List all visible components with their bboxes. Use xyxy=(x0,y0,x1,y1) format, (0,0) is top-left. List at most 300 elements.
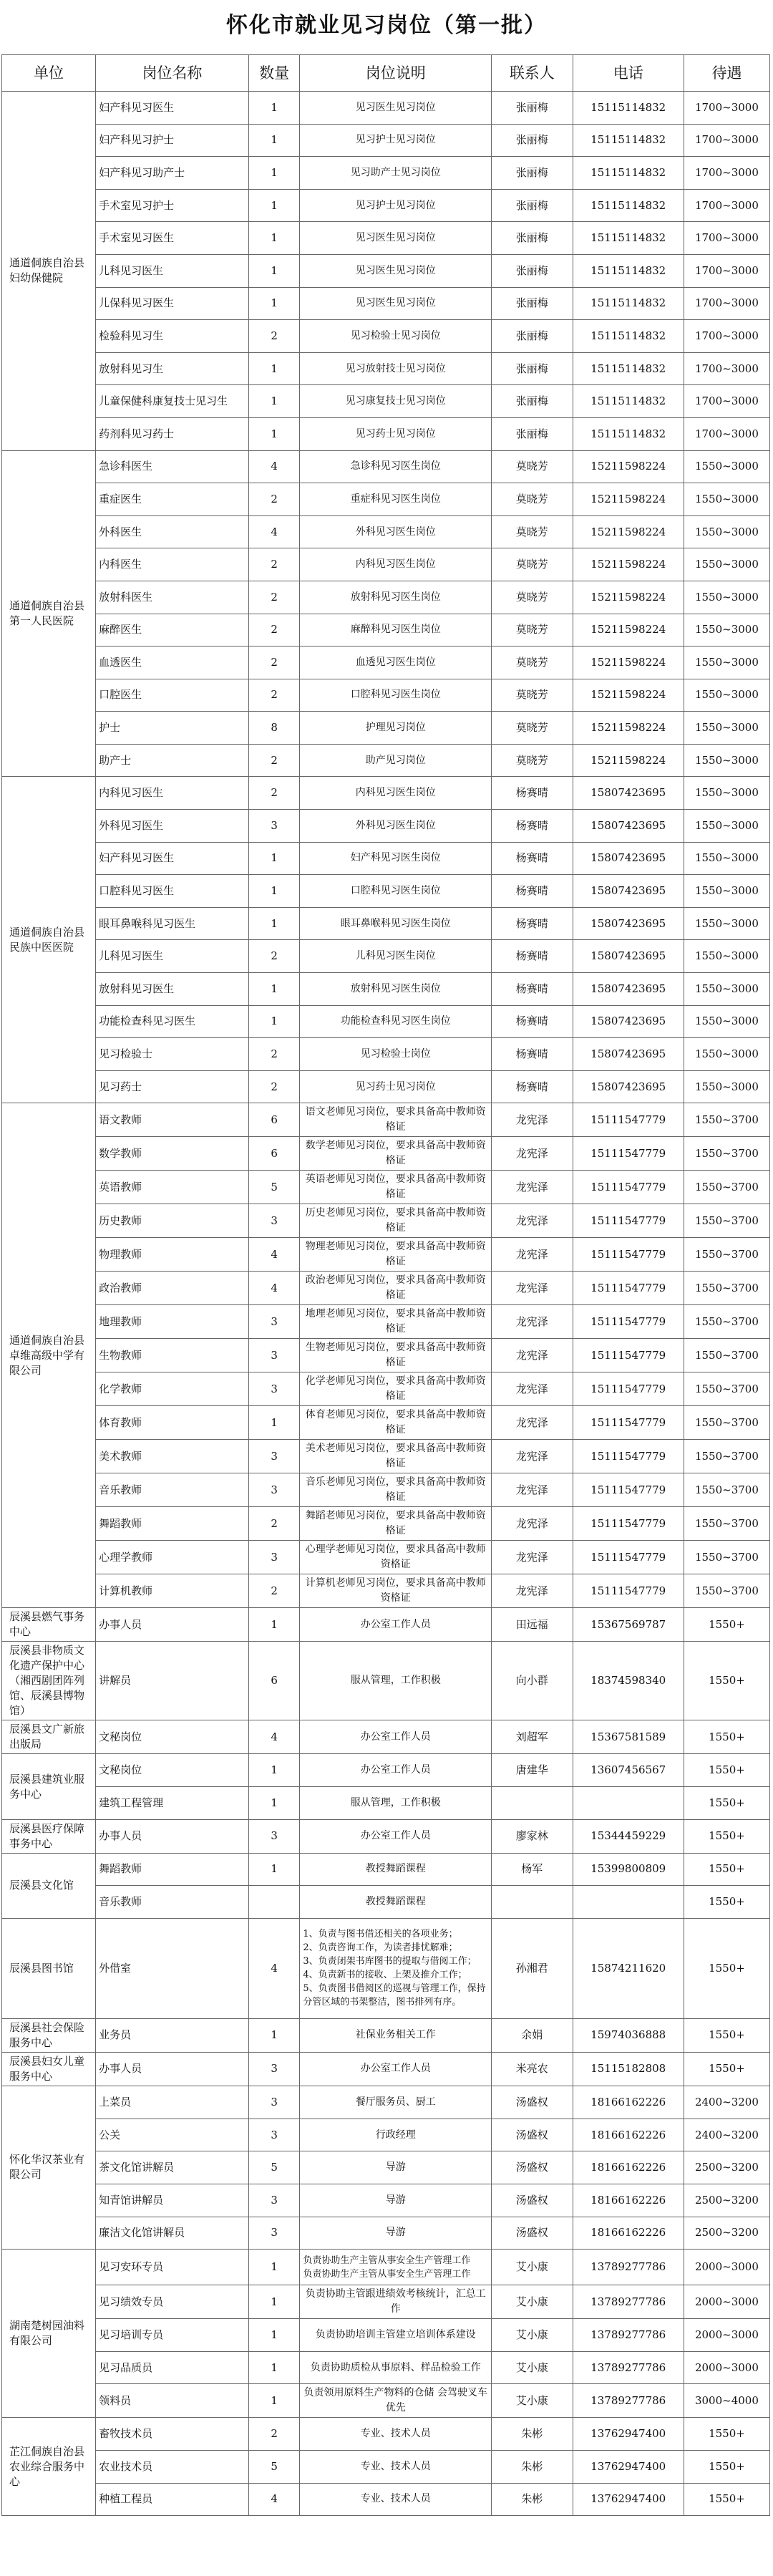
pay-cell: 1550+ xyxy=(684,2418,769,2451)
post-name-cell: 上菜员 xyxy=(96,2086,249,2119)
header-pay: 待遇 xyxy=(684,55,769,92)
table-row xyxy=(2,2086,770,2119)
post-description-cell: 办公室工作人员 xyxy=(300,1608,492,1642)
pay-cell: 1550~3000 xyxy=(684,450,769,483)
quantity-cell: 1 xyxy=(248,842,300,875)
pay-cell: 1550~3700 xyxy=(684,1473,769,1507)
unit-name-cell: 通道侗族自治县妇幼保健院 xyxy=(2,92,96,451)
post-description-cell: 麻醉科见习医生岗位 xyxy=(300,614,492,647)
post-description-cell: 计算机老师见习岗位，要求具备高中教师资格证 xyxy=(300,1574,492,1608)
pay-cell: 1550~3700 xyxy=(684,1305,769,1339)
post-name-cell: 美术教师 xyxy=(96,1440,249,1473)
post-name-cell: 儿保科见习医生 xyxy=(96,287,249,320)
pay-cell: 1550+ xyxy=(684,1754,769,1787)
quantity-cell: 2 xyxy=(248,1038,300,1071)
pay-cell: 2400~3200 xyxy=(684,2119,769,2151)
contact-cell: 龙宪泽 xyxy=(492,1339,573,1372)
quantity-cell: 1 xyxy=(248,1787,300,1820)
phone-cell: 18374598340 xyxy=(573,1642,684,1720)
quantity-cell: 3 xyxy=(248,1473,300,1507)
pay-cell: 1550~3000 xyxy=(684,614,769,647)
contact-cell: 杨赛晴 xyxy=(492,907,573,940)
table-body xyxy=(2,92,770,2516)
post-description-cell: 语文老师见习岗位，要求具备高中教师资格证 xyxy=(300,1103,492,1137)
quantity-cell: 2 xyxy=(248,483,300,516)
pay-cell: 1550~3000 xyxy=(684,1038,769,1071)
quantity-cell: 1 xyxy=(248,287,300,320)
phone-cell xyxy=(573,1886,684,1919)
quantity-cell: 2 xyxy=(248,1574,300,1608)
post-name-cell: 语文教师 xyxy=(96,1103,249,1137)
post-name-cell: 政治教师 xyxy=(96,1272,249,1305)
post-description-cell: 社保业务相关工作 xyxy=(300,2018,492,2052)
phone-cell: 15807423695 xyxy=(573,1070,684,1103)
phone-cell: 15111547779 xyxy=(573,1171,684,1204)
post-description-cell: 历史老师见习岗位，要求具备高中教师资格证 xyxy=(300,1204,492,1238)
table-row xyxy=(2,1137,770,1171)
table-row xyxy=(2,1339,770,1372)
post-name-cell: 护士 xyxy=(96,712,249,745)
table-row xyxy=(2,2351,770,2384)
pay-cell: 1700~3000 xyxy=(684,92,769,125)
post-name-cell: 种植工程员 xyxy=(96,2483,249,2516)
quantity-cell: 6 xyxy=(248,1642,300,1720)
post-description-cell: 物理老师见习岗位，要求具备高中教师资格证 xyxy=(300,1238,492,1272)
contact-cell xyxy=(492,1886,573,1919)
phone-cell: 15974036888 xyxy=(573,2018,684,2052)
table-row xyxy=(2,1473,770,1507)
post-name-cell: 办事人员 xyxy=(96,1819,249,1853)
post-name-cell: 体育教师 xyxy=(96,1406,249,1440)
contact-cell: 唐建华 xyxy=(492,1754,573,1787)
post-name-cell: 口腔科见习医生 xyxy=(96,875,249,908)
pay-cell: 1550+ xyxy=(684,1819,769,1853)
unit-name-cell: 通道侗族自治县第一人民医院 xyxy=(2,450,96,777)
phone-cell: 15367581589 xyxy=(573,1720,684,1754)
phone-cell: 15111547779 xyxy=(573,1541,684,1574)
phone-cell: 15807423695 xyxy=(573,1005,684,1038)
contact-cell: 龙宪泽 xyxy=(492,1574,573,1608)
post-description-cell: 放射科见习医生岗位 xyxy=(300,973,492,1006)
table-row xyxy=(2,2119,770,2151)
table-row xyxy=(2,157,770,190)
pay-cell: 1550~3000 xyxy=(684,647,769,679)
phone-cell: 15111547779 xyxy=(573,1204,684,1238)
contact-cell: 莫晓芳 xyxy=(492,744,573,777)
pay-cell: 1550~3000 xyxy=(684,744,769,777)
post-name-cell: 检验科见习生 xyxy=(96,320,249,353)
pay-cell: 1550~3000 xyxy=(684,1005,769,1038)
phone-cell: 15111547779 xyxy=(573,1339,684,1372)
table-row xyxy=(2,2151,770,2184)
contact-cell: 龙宪泽 xyxy=(492,1137,573,1171)
table-row xyxy=(2,2184,770,2217)
unit-name-cell: 辰溪县社会保险服务中心 xyxy=(2,2018,96,2052)
quantity-cell: 4 xyxy=(248,1720,300,1754)
phone-cell: 15115114832 xyxy=(573,385,684,418)
table-row xyxy=(2,875,770,908)
post-description-cell: 见习医生见习岗位 xyxy=(300,254,492,287)
table-row xyxy=(2,515,770,548)
quantity-cell: 1 xyxy=(248,875,300,908)
post-name-cell: 妇产科见习医生 xyxy=(96,842,249,875)
contact-cell: 张丽梅 xyxy=(492,352,573,385)
phone-cell: 15807423695 xyxy=(573,940,684,973)
contact-cell: 杨赛晴 xyxy=(492,777,573,810)
phone-cell: 15111547779 xyxy=(573,1574,684,1608)
table-row xyxy=(2,1819,770,1853)
contact-cell: 米亮农 xyxy=(492,2052,573,2086)
table-row xyxy=(2,189,770,222)
post-name-cell: 业务员 xyxy=(96,2018,249,2052)
post-name-cell: 廉洁文化馆讲解员 xyxy=(96,2217,249,2250)
contact-cell: 杨赛晴 xyxy=(492,875,573,908)
table-row xyxy=(2,907,770,940)
table-row xyxy=(2,1574,770,1608)
pay-cell: 1700~3000 xyxy=(684,352,769,385)
pay-cell: 2400~3200 xyxy=(684,2086,769,2119)
phone-cell: 15367569787 xyxy=(573,1608,684,1642)
post-description-cell: 心理学老师见习岗位，要求具备高中教师资格证 xyxy=(300,1541,492,1574)
unit-name-cell: 通道侗族自治县民族中医医院 xyxy=(2,777,96,1103)
table-row xyxy=(2,2250,770,2285)
post-name-cell: 音乐教师 xyxy=(96,1473,249,1507)
table-row xyxy=(2,548,770,581)
pay-cell: 1550~3700 xyxy=(684,1541,769,1574)
table-row xyxy=(2,810,770,843)
post-description-cell: 见习康复技士见习岗位 xyxy=(300,385,492,418)
post-name-cell: 放射科见习医生 xyxy=(96,973,249,1006)
post-name-cell: 外借室 xyxy=(96,1918,249,2018)
quantity-cell: 4 xyxy=(248,1238,300,1272)
unit-name-cell: 辰溪县图书馆 xyxy=(2,1918,96,2018)
contact-cell: 汤盛权 xyxy=(492,2217,573,2250)
contact-cell: 杨赛晴 xyxy=(492,810,573,843)
contact-cell: 杨赛晴 xyxy=(492,973,573,1006)
phone-cell: 15111547779 xyxy=(573,1406,684,1440)
post-name-cell: 眼耳鼻喉科见习医生 xyxy=(96,907,249,940)
table-row xyxy=(2,2384,770,2418)
post-name-cell: 儿童保健科康复技士见习生 xyxy=(96,385,249,418)
phone-cell: 13789277786 xyxy=(573,2285,684,2319)
pay-cell: 1550+ xyxy=(684,1608,769,1642)
phone-cell: 15211598224 xyxy=(573,515,684,548)
pay-cell: 2500~3200 xyxy=(684,2184,769,2217)
post-name-cell: 助产士 xyxy=(96,744,249,777)
table-row xyxy=(2,744,770,777)
contact-cell: 朱彬 xyxy=(492,2483,573,2516)
table-row xyxy=(2,2217,770,2250)
table-row xyxy=(2,1608,770,1642)
quantity-cell: 2 xyxy=(248,320,300,353)
post-description-cell: 美术老师见习岗位，要求具备高中教师资格证 xyxy=(300,1440,492,1473)
post-description-cell: 地理老师见习岗位，要求具备高中教师资格证 xyxy=(300,1305,492,1339)
pay-cell: 1550+ xyxy=(684,1853,769,1886)
post-name-cell: 生物教师 xyxy=(96,1339,249,1372)
post-name-cell: 公关 xyxy=(96,2119,249,2151)
table-row xyxy=(2,1720,770,1754)
post-name-cell: 历史教师 xyxy=(96,1204,249,1238)
post-description-cell: 见习放射技士见习岗位 xyxy=(300,352,492,385)
table-row xyxy=(2,1406,770,1440)
post-description-cell: 见习医生见习岗位 xyxy=(300,222,492,255)
contact-cell: 杨赛晴 xyxy=(492,842,573,875)
post-description-cell: 英语老师见习岗位，要求具备高中教师资格证 xyxy=(300,1171,492,1204)
post-description-cell: 舞蹈老师见习岗位，要求具备高中教师资格证 xyxy=(300,1507,492,1541)
quantity-cell: 1 xyxy=(248,417,300,450)
quantity-cell: 2 xyxy=(248,940,300,973)
contact-cell: 莫晓芳 xyxy=(492,450,573,483)
phone-cell: 13762947400 xyxy=(573,2483,684,2516)
post-description-cell: 负责协助生产主管从事安全生产管理工作 负责协助生产主管从事安全生产管理工作 xyxy=(300,2250,492,2285)
table-row xyxy=(2,1372,770,1406)
quantity-cell: 1 xyxy=(248,973,300,1006)
post-description-cell: 服从管理，工作积极 xyxy=(300,1642,492,1720)
quantity-cell: 3 xyxy=(248,1819,300,1853)
post-name-cell: 妇产科见习医生 xyxy=(96,92,249,125)
post-name-cell: 口腔医生 xyxy=(96,679,249,712)
quantity-cell: 1 xyxy=(248,92,300,125)
table-row xyxy=(2,1918,770,2018)
quantity-cell: 2 xyxy=(248,1070,300,1103)
contact-cell: 杨军 xyxy=(492,1853,573,1886)
post-name-cell: 放射科医生 xyxy=(96,581,249,614)
post-description-cell: 急诊科见习医生岗位 xyxy=(300,450,492,483)
table-row xyxy=(2,417,770,450)
post-description-cell: 生物老师见习岗位，要求具备高中教师资格证 xyxy=(300,1339,492,1372)
quantity-cell: 1 xyxy=(248,907,300,940)
phone-cell: 15807423695 xyxy=(573,777,684,810)
phone-cell: 15111547779 xyxy=(573,1103,684,1137)
post-description-cell: 功能检查科见习医生岗位 xyxy=(300,1005,492,1038)
table-row xyxy=(2,581,770,614)
post-name-cell: 手术室见习医生 xyxy=(96,222,249,255)
post-name-cell: 见习检验士 xyxy=(96,1038,249,1071)
pay-cell: 1550~3000 xyxy=(684,515,769,548)
post-name-cell: 物理教师 xyxy=(96,1238,249,1272)
contact-cell: 龙宪泽 xyxy=(492,1507,573,1541)
post-name-cell: 内科见习医生 xyxy=(96,777,249,810)
post-description-cell: 政治老师见习岗位，要求具备高中教师资格证 xyxy=(300,1272,492,1305)
pay-cell: 2000~3000 xyxy=(684,2351,769,2384)
header-contact: 联系人 xyxy=(492,55,573,92)
contact-cell xyxy=(492,1787,573,1820)
quantity-cell: 1 xyxy=(248,2250,300,2285)
table-row xyxy=(2,1541,770,1574)
phone-cell: 15115114832 xyxy=(573,157,684,190)
phone-cell: 15211598224 xyxy=(573,679,684,712)
phone-cell: 15115114832 xyxy=(573,92,684,125)
quantity-cell: 1 xyxy=(248,222,300,255)
contact-cell: 张丽梅 xyxy=(492,287,573,320)
pay-cell: 1550~3700 xyxy=(684,1272,769,1305)
phone-cell: 15111547779 xyxy=(573,1272,684,1305)
quantity-cell: 1 xyxy=(248,157,300,190)
pay-cell: 1550~3000 xyxy=(684,875,769,908)
phone-cell: 15115114832 xyxy=(573,417,684,450)
pay-cell: 3000~4000 xyxy=(684,2384,769,2418)
table-row xyxy=(2,940,770,973)
phone-cell: 15115114832 xyxy=(573,222,684,255)
table-row xyxy=(2,1103,770,1137)
phone-cell: 15211598224 xyxy=(573,581,684,614)
quantity-cell: 3 xyxy=(248,1440,300,1473)
quantity-cell: 2 xyxy=(248,614,300,647)
pay-cell: 1550~3700 xyxy=(684,1171,769,1204)
table-row xyxy=(2,2450,770,2483)
quantity-cell: 4 xyxy=(248,1272,300,1305)
contact-cell: 龙宪泽 xyxy=(492,1372,573,1406)
phone-cell: 15111547779 xyxy=(573,1137,684,1171)
contact-cell: 艾小康 xyxy=(492,2319,573,2352)
contact-cell: 张丽梅 xyxy=(492,222,573,255)
post-name-cell: 知青馆讲解员 xyxy=(96,2184,249,2217)
phone-cell: 15211598224 xyxy=(573,548,684,581)
contact-cell: 龙宪泽 xyxy=(492,1541,573,1574)
post-name-cell: 急诊科医生 xyxy=(96,450,249,483)
post-name-cell: 文秘岗位 xyxy=(96,1754,249,1787)
header-desc: 岗位说明 xyxy=(300,55,492,92)
phone-cell: 18166162226 xyxy=(573,2086,684,2119)
table-row xyxy=(2,777,770,810)
quantity-cell: 2 xyxy=(248,581,300,614)
post-name-cell: 见习安环专员 xyxy=(96,2250,249,2285)
contact-cell: 田远福 xyxy=(492,1608,573,1642)
table-row xyxy=(2,614,770,647)
pay-cell: 1550~3000 xyxy=(684,810,769,843)
post-description-cell: 负责协助质检从事原料、样品检验工作 xyxy=(300,2351,492,2384)
post-name-cell: 重症医生 xyxy=(96,483,249,516)
pay-cell: 1550~3700 xyxy=(684,1406,769,1440)
contact-cell: 汤盛权 xyxy=(492,2119,573,2151)
post-name-cell: 心理学教师 xyxy=(96,1541,249,1574)
quantity-cell: 1 xyxy=(248,1608,300,1642)
post-name-cell: 血透医生 xyxy=(96,647,249,679)
phone-cell: 15211598224 xyxy=(573,744,684,777)
phone-cell: 15211598224 xyxy=(573,450,684,483)
quantity-cell: 1 xyxy=(248,124,300,157)
phone-cell: 13762947400 xyxy=(573,2418,684,2451)
post-name-cell: 建筑工程管理 xyxy=(96,1787,249,1820)
phone-cell: 15874211620 xyxy=(573,1918,684,2018)
contact-cell: 张丽梅 xyxy=(492,92,573,125)
pay-cell: 1550~3700 xyxy=(684,1507,769,1541)
contact-cell: 张丽梅 xyxy=(492,157,573,190)
unit-name-cell: 通道侗族自治县卓维高级中学有限公司 xyxy=(2,1103,96,1608)
pay-cell: 1550~3700 xyxy=(684,1238,769,1272)
contact-cell: 艾小康 xyxy=(492,2351,573,2384)
post-name-cell: 外科见习医生 xyxy=(96,810,249,843)
header-post: 岗位名称 xyxy=(96,55,249,92)
pay-cell: 1550~3700 xyxy=(684,1103,769,1137)
phone-cell: 15111547779 xyxy=(573,1507,684,1541)
contact-cell: 张丽梅 xyxy=(492,385,573,418)
post-description-cell: 见习护士见习岗位 xyxy=(300,189,492,222)
post-name-cell: 见习药士 xyxy=(96,1070,249,1103)
post-name-cell: 舞蹈教师 xyxy=(96,1507,249,1541)
table-row xyxy=(2,1204,770,1238)
post-name-cell: 计算机教师 xyxy=(96,1574,249,1608)
pay-cell: 1550~3000 xyxy=(684,907,769,940)
quantity-cell: 4 xyxy=(248,450,300,483)
post-name-cell: 见习品质员 xyxy=(96,2351,249,2384)
post-description-cell: 专业、技术人员 xyxy=(300,2418,492,2451)
table-row xyxy=(2,647,770,679)
post-description-cell: 见习医生见习岗位 xyxy=(300,287,492,320)
pay-cell: 1550~3000 xyxy=(684,581,769,614)
contact-cell: 龙宪泽 xyxy=(492,1171,573,1204)
table-row xyxy=(2,450,770,483)
post-description-cell: 行政经理 xyxy=(300,2119,492,2151)
contact-cell: 张丽梅 xyxy=(492,417,573,450)
table-row xyxy=(2,2319,770,2352)
contact-cell: 杨赛晴 xyxy=(492,940,573,973)
unit-name-cell: 湖南楚树园油料有限公司 xyxy=(2,2250,96,2418)
pay-cell: 1550+ xyxy=(684,1918,769,2018)
post-name-cell: 英语教师 xyxy=(96,1171,249,1204)
pay-cell: 1550+ xyxy=(684,1886,769,1919)
header-phone: 电话 xyxy=(573,55,684,92)
pay-cell: 2000~3000 xyxy=(684,2250,769,2285)
phone-cell: 15807423695 xyxy=(573,810,684,843)
quantity-cell: 4 xyxy=(248,2483,300,2516)
unit-name-cell: 辰溪县燃气事务中心 xyxy=(2,1608,96,1642)
phone-cell: 15115114832 xyxy=(573,287,684,320)
table-row xyxy=(2,1070,770,1103)
pay-cell: 1550~3000 xyxy=(684,777,769,810)
post-description-cell: 重症科见习医生岗位 xyxy=(300,483,492,516)
table-row xyxy=(2,842,770,875)
contact-cell: 张丽梅 xyxy=(492,254,573,287)
pay-cell: 1550+ xyxy=(684,1787,769,1820)
contact-cell: 龙宪泽 xyxy=(492,1103,573,1137)
post-name-cell: 手术室见习护士 xyxy=(96,189,249,222)
post-name-cell: 妇产科见习护士 xyxy=(96,124,249,157)
phone-cell: 15115182808 xyxy=(573,2052,684,2086)
pay-cell: 1550+ xyxy=(684,1720,769,1754)
contact-cell: 龙宪泽 xyxy=(492,1440,573,1473)
post-name-cell: 办事人员 xyxy=(96,2052,249,2086)
post-description-cell: 护理见习岗位 xyxy=(300,712,492,745)
phone-cell: 15211598224 xyxy=(573,647,684,679)
contact-cell: 龙宪泽 xyxy=(492,1204,573,1238)
table-row xyxy=(2,124,770,157)
table-row xyxy=(2,320,770,353)
table-row xyxy=(2,1238,770,1272)
post-description-cell: 放射科见习医生岗位 xyxy=(300,581,492,614)
unit-name-cell: 辰溪县文化馆 xyxy=(2,1853,96,1918)
table-row xyxy=(2,287,770,320)
unit-name-cell: 辰溪县医疗保障事务中心 xyxy=(2,1819,96,1853)
table-row xyxy=(2,973,770,1006)
phone-cell: 15211598224 xyxy=(573,614,684,647)
post-description-cell: 见习检验士岗位 xyxy=(300,1038,492,1071)
post-description-cell: 体育老师见习岗位，要求具备高中教师资格证 xyxy=(300,1406,492,1440)
post-name-cell: 讲解员 xyxy=(96,1642,249,1720)
contact-cell: 龙宪泽 xyxy=(492,1305,573,1339)
post-name-cell: 音乐教师 xyxy=(96,1886,249,1919)
table-row xyxy=(2,712,770,745)
phone-cell: 15211598224 xyxy=(573,712,684,745)
post-description-cell: 见习医生见习岗位 xyxy=(300,92,492,125)
pay-cell: 1550+ xyxy=(684,2018,769,2052)
pay-cell: 1700~3000 xyxy=(684,189,769,222)
table-row xyxy=(2,1886,770,1919)
post-name-cell: 数学教师 xyxy=(96,1137,249,1171)
contact-cell: 龙宪泽 xyxy=(492,1406,573,1440)
pay-cell: 1550~3000 xyxy=(684,712,769,745)
table-row xyxy=(2,483,770,516)
